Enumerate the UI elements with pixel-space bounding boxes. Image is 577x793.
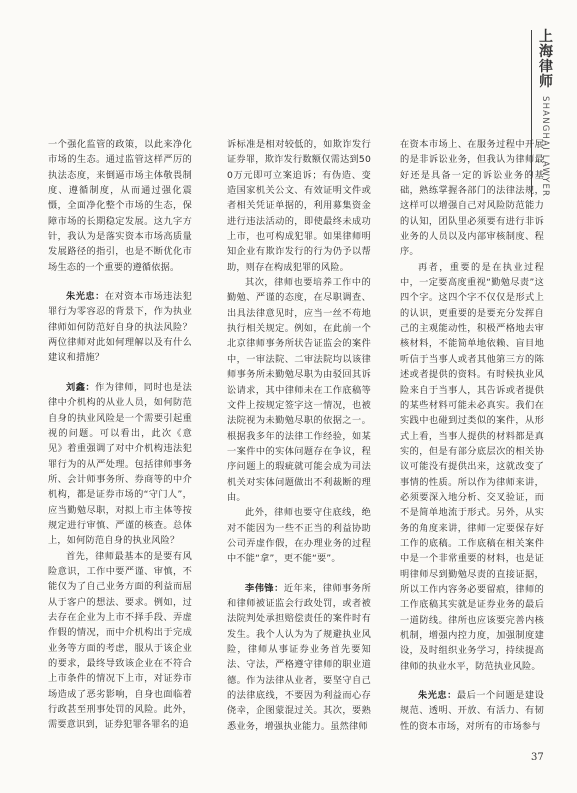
question-paragraph [48,289,192,366]
speaker-name: 刘鑫： [66,381,96,393]
paragraph-text: 近年来，律师事务所和律师被证监会行政处罚，或者被法院判处承担赔偿责任的案件时有发生。我个人认为为了规避执业风险，律师从事证券业务首先要知法、守法，严格遵守律师的职业道德。作为法律从业者，要坚守自己的法律底线，不要因为利益而心存侥幸，企图蒙混过关。其次，要熟悉业务，增强执业能力。虽然律师 [227,582,371,732]
paragraph: 在资本市场上、在服务过程中开展的是非诉讼业务，但我认为律师最好还是具备一定的诉讼业务的基础，熟练掌握各部门的法律法规，这样可以增强自己对风险防范能力的认知，团队里必须要有进行非诉业务的人员以及内部审核制度、程序。 [400,139,544,258]
brand-char: 律 [539,59,553,75]
speaker-name: 朱光忠： [66,291,105,303]
page-number: 37 [531,752,544,763]
answer-paragraph [48,380,192,549]
paragraph: 诉标准是相对较低的，如欺诈发行证券罪，欺诈发行数额仅需达到500万元即可立案追诉；有伪造、变造国家机关公文、有效证明文件或者相关凭证单据的，利用募集资金进行违法活动的，即使最终未成功上市，也可构成犯罪。如果律师明知企业有欺诈发行的行为仍予以帮助，则存在构成犯罪的风险。 [227,139,371,273]
article-column-3 [400,137,544,734]
brand-char: 海 [539,44,553,60]
paragraph: 此外，律师也要守住底线，绝对不能因为一些不正当的利益协助公司弄虚作假，在办理业务的过程中不能“拿”，更不能“要”。 [227,507,371,565]
paragraph-text: 作为律师，同时也是法律中介机构的从业人员，如何防范自身的执业风险是一个需要引起重视的问题。可以看出，此次《意见》着重强调了对中介机构违法犯罪行为的从严处理。包括律师事务所、会计师事务所、券商等的中介机构，都是证券市场的“守门人”，应当勤勉尽职，对拟上市主体等按规定进行审慎、严谨的核查。总体上，如何防范自身的执业风险？ [48,381,192,547]
paragraph: 再者，重要的是在执业过程中，一定要高度重视“勤勉尽责”这四个字。这四个字不仅仅是形式上的认识，更重要的是要充分发挥自己的主观能动性，积极严格地去审核材料，不能简单地依赖、盲目地听信于当事人或者其他第三方的陈述或者提供的资料。有时候执业风险来自于当事人，其告诉或者提供的某些材料可能未必真实。我们在实践中也碰到过类似的案件，从形式上看，当事人提供的材料都是真实的，但是有部分底层次的相关协议可能没有提供出来，这就改变了事情的性质。所以作为律师来讲，必须要深入地分析、交叉验证，而不是简单地流于形式。另外，从实务的角度来讲，律师一定要保存好工作的底稿。工作底稿在相关案件中是一个非常重要的材料，也是证明律师尽到勤勉尽责的直接证据，所以工作内容务必要留痕，律师的工作底稿其实就是证券业务的最后一道防线。律所也应该要完善内核机制，增强内控力度，加强制度建设，及时组织业务学习，持续提高律师的执业水平，防范执业风险。 [400,261,544,672]
question-paragraph [400,688,544,734]
brand-char: 师 [539,74,553,90]
brand-english-title: SHANGHAI LAWYER [540,96,550,198]
paragraph: 一个强化监管的政策，以此来净化市场的生态。通过监管这样严厉的执法态度，来倒逼市场主体敬畏制度、遵循制度，从而通过强化震慑，全面净化整个市场的生态，保障市场的长期稳定发展。这九字方针，我认为是落实资本市场高质量发展路径的指引，也是不断优化市场生态的一个重要的遵循依据。 [48,139,192,273]
paragraph-text: 在对资本市场违法犯罪行为零容忍的背景下，作为执业律师如何防范好自身的执法风险？两位律师对此如何理解以及有什么建议和措施？ [48,291,192,364]
article-column-2 [227,137,371,734]
paragraph: 首先，律师最基本的是要有风险意识，工作中要严谨、审慎，不能仅为了自己业务方面的利益而屈从于客户的想法、要求。例如，过去存在企业为上市不择手段、弄虚作假的情况，而中介机构出于完成业务等方面的考虑，服从于该企业的要求，最终导致该企业在不符合上市条件的情况下上市，对证券市场造成了恶劣影响，自身也面临着行政甚至刑事处罚的风险。此外，需要意识到，证券犯罪各罪名的追 [48,550,192,731]
speaker-name: 李伟锋： [245,582,284,594]
brand-chinese-title [538,30,554,90]
speaker-name: 朱光忠： [418,690,457,702]
brand-char: 上 [539,29,553,45]
answer-paragraph [227,581,371,734]
paragraph: 其次，律师也要培养工作中的勤勉、严谨的态度，在尽职调查、出具法律意见时，应当一丝不苟地执行相关规定。例如，在此前一个北京律师事务所状告证监会的案件中，一审法院、二审法院均以该律师事务所未勤勉尽职为由驳回其诉讼请求，其中律师未在工作底稿等文件上按规定签字这一情况，也被法院视为未勤勉尽职的依据之一。根据我多年的法律工作经验，如某一案件中的实体问题存在争议，程序问题上的瑕疵就可能会成为司法机关对实体问题做出不利裁断的理由。 [227,277,371,503]
article-column-1 [48,137,192,733]
paragraph-text: 最后一个问题是建设规范、透明、开放、有活力、有韧性的资本市场，对所有的市场参与 [400,690,544,732]
